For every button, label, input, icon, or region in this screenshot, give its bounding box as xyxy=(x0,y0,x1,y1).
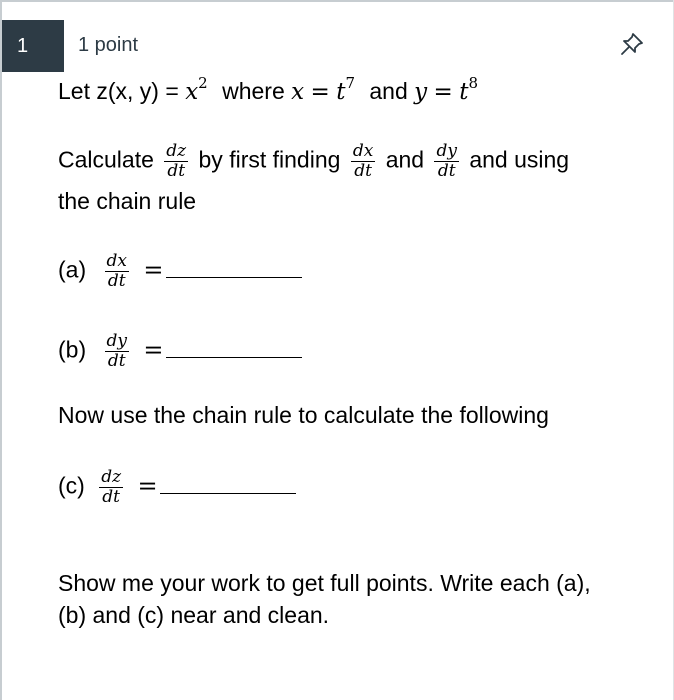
dx-dt-fraction xyxy=(105,252,129,291)
top-border xyxy=(0,0,674,2)
and-text-1: and xyxy=(369,78,408,104)
chain-rule-instruction: Now use the chain rule to calculate the following xyxy=(58,402,549,428)
calculate-text: Calculate xyxy=(58,146,154,173)
t-symbol-x: t xyxy=(336,79,346,105)
y-var: y xyxy=(414,79,428,105)
dy-dt-fraction xyxy=(105,332,130,371)
part-c xyxy=(58,468,296,507)
and-using-text: and using xyxy=(469,146,570,173)
t-symbol-y: t xyxy=(459,79,469,105)
part-b xyxy=(58,332,302,371)
answer-blank-c[interactable] xyxy=(160,489,296,494)
frac-den: dt xyxy=(107,351,126,371)
equals-sign: = xyxy=(143,335,164,364)
let-text: Let z(x, y) = xyxy=(58,78,186,104)
x-var: x xyxy=(291,79,305,105)
frac-num: dy xyxy=(436,141,457,161)
pin-icon[interactable] xyxy=(618,30,646,58)
dz-dt-fraction xyxy=(99,468,123,507)
part-b-label: (b) xyxy=(58,336,87,363)
frac-den: dt xyxy=(107,271,126,291)
frac-den: dt xyxy=(437,161,456,181)
part-a-label: (a) xyxy=(58,256,87,283)
footer-line-1: Show me your work to get full points. Write each (a), xyxy=(58,570,591,596)
definition-line xyxy=(58,74,478,105)
instruction-line-1 xyxy=(58,142,569,181)
x-symbol: x xyxy=(185,79,199,105)
dz-dt-fraction xyxy=(164,142,188,181)
question-number: 1 xyxy=(2,20,64,72)
exponent-7: 7 xyxy=(345,74,355,92)
x-equals: = xyxy=(310,79,330,105)
frac-den: dt xyxy=(354,161,372,181)
frac-num: dx xyxy=(106,251,127,271)
frac-num: dx xyxy=(352,141,374,161)
equals-sign: = xyxy=(143,255,164,284)
equals-sign: = xyxy=(137,471,158,500)
frac-num: dz xyxy=(166,141,187,161)
part-c-label: (c) xyxy=(58,472,85,499)
by-first-text: by first finding xyxy=(198,146,341,173)
answer-blank-a[interactable] xyxy=(166,273,302,278)
dx-dt-fraction xyxy=(351,142,375,181)
question-points: 1 point xyxy=(78,34,139,56)
instruction-line-2: the chain rule xyxy=(58,188,197,214)
where-text: where xyxy=(222,78,285,104)
left-border xyxy=(0,0,2,700)
answer-blank-b[interactable] xyxy=(166,353,302,358)
frac-den: dt xyxy=(102,487,120,507)
y-equals: = xyxy=(433,79,453,105)
frac-num: dy xyxy=(106,331,128,351)
and-text-2: and xyxy=(385,146,425,173)
frac-num: dz xyxy=(101,467,122,487)
exponent-8: 8 xyxy=(468,74,479,92)
frac-den: dt xyxy=(167,161,186,181)
footer-line-2: (b) and (c) near and clean. xyxy=(58,602,330,628)
part-a xyxy=(58,252,302,291)
dy-dt-fraction xyxy=(434,142,459,181)
exponent-2: 2 xyxy=(198,74,208,92)
